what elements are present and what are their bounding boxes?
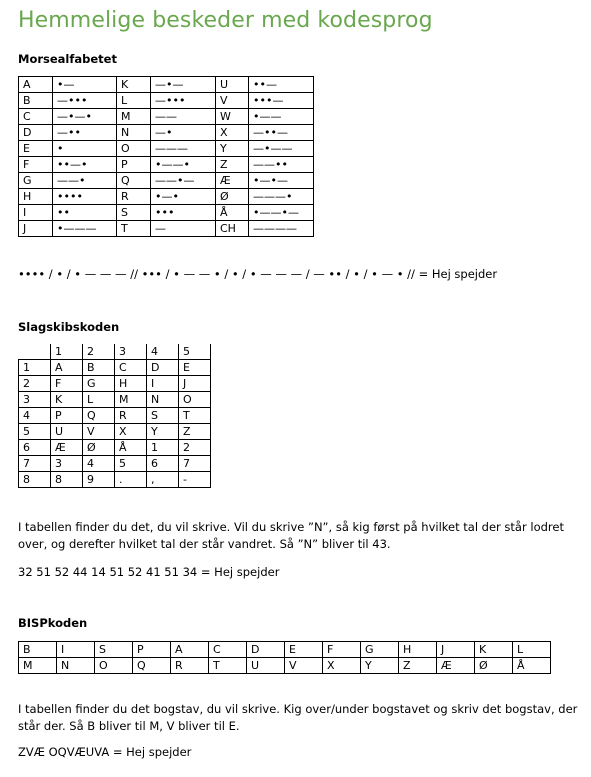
slagskib-cell: 4	[83, 456, 115, 472]
slagskib-row	[19, 376, 211, 392]
bisp-cell: Q	[133, 658, 171, 674]
slagskib-row	[19, 392, 211, 408]
slagskib-column-number: 2	[83, 344, 115, 360]
slagskib-cell: E	[179, 360, 211, 376]
morse-letter: Æ	[216, 173, 249, 189]
morse-letter: J	[19, 221, 53, 237]
slagskib-cell: 9	[83, 472, 115, 488]
morse-letter: A	[19, 77, 53, 93]
morse-code: •	[53, 141, 117, 157]
morse-letter: G	[19, 173, 53, 189]
slagskib-cell: J	[179, 376, 211, 392]
bisp-cell: S	[95, 642, 133, 658]
slagskib-row-number: 8	[19, 472, 51, 488]
morse-letter: E	[19, 141, 53, 157]
morse-letter: K	[117, 77, 151, 93]
bisp-cell: J	[437, 642, 475, 658]
slagskib-cell: Q	[83, 408, 115, 424]
morse-code: —•——	[249, 141, 314, 157]
morse-code: ————	[249, 221, 314, 237]
slagskib-column-number: 1	[51, 344, 83, 360]
slagskib-cell: ,	[147, 472, 179, 488]
slagskib-column-number: 4	[147, 344, 179, 360]
morse-letter: Å	[216, 205, 249, 221]
morse-code: ••	[53, 205, 117, 221]
slagskib-cell: C	[115, 360, 147, 376]
slagskib-row-number: 2	[19, 376, 51, 392]
slagskib-cell: A	[51, 360, 83, 376]
slagskib-cell: I	[147, 376, 179, 392]
morse-letter: X	[216, 125, 249, 141]
bisp-cell: Y	[361, 658, 399, 674]
bisp-cell: X	[323, 658, 361, 674]
morse-code: ——••	[249, 157, 314, 173]
slagskib-cell: Ø	[83, 440, 115, 456]
morse-letter: D	[19, 125, 53, 141]
slagskib-cell: Z	[179, 424, 211, 440]
bisp-cell: H	[399, 642, 437, 658]
slagskib-cell: G	[83, 376, 115, 392]
morse-letter: N	[117, 125, 151, 141]
bisp-cell: Å	[513, 658, 551, 674]
morse-letter: M	[117, 109, 151, 125]
morse-code: •——•	[151, 157, 216, 173]
slagskib-cell: R	[115, 408, 147, 424]
morse-code: •—	[53, 77, 117, 93]
slagskib-cell: Å	[115, 440, 147, 456]
slagskib-row	[19, 472, 211, 488]
slagskib-cell: 7	[179, 456, 211, 472]
morse-code: ••••	[53, 189, 117, 205]
slagskib-cell: L	[83, 392, 115, 408]
bisp-cell: A	[171, 642, 209, 658]
slagskib-row	[19, 360, 211, 376]
morse-letter: P	[117, 157, 151, 173]
morse-letter: U	[216, 77, 249, 93]
bisp-cell: Z	[399, 658, 437, 674]
morse-letter: V	[216, 93, 249, 109]
slagskib-cell: O	[179, 392, 211, 408]
slagskib-column-number: 5	[179, 344, 211, 360]
bisp-description: I tabellen finder du det bogstav, du vil skrive. Kig over/under bogstavet og skriv det bogstav, der står der. Så B bliver til M, V bliver til E.	[18, 702, 578, 733]
morse-letter: B	[19, 93, 53, 109]
morse-letter: R	[117, 189, 151, 205]
morse-row	[19, 189, 314, 205]
morse-code: •——•—	[249, 205, 314, 221]
morse-table	[18, 76, 314, 237]
morse-row	[19, 205, 314, 221]
slagskib-cell: -	[179, 472, 211, 488]
slagskib-cell: F	[51, 376, 83, 392]
slagskib-row	[19, 440, 211, 456]
slagskib-row-number: 5	[19, 424, 51, 440]
slagskib-cell: N	[147, 392, 179, 408]
morse-code: —••	[53, 125, 117, 141]
slagskib-cell: Æ	[51, 440, 83, 456]
slagskib-example: 32 51 52 44 14 51 52 41 51 34 = Hej spejder	[18, 565, 280, 579]
slagskib-cell: Y	[147, 424, 179, 440]
morse-letter: H	[19, 189, 53, 205]
slagskib-cell: P	[51, 408, 83, 424]
bisp-table	[18, 641, 551, 674]
slagskib-cell: B	[83, 360, 115, 376]
morse-code: —•—•	[53, 109, 117, 125]
morse-code: ••—	[249, 77, 314, 93]
bisp-cell: T	[209, 658, 247, 674]
morse-code: —•••	[151, 93, 216, 109]
slagskib-row-number: 1	[19, 360, 51, 376]
slagskib-row	[19, 456, 211, 472]
morse-example: •••• / • / • — — — // ••• / • — — • / • / • — — — / — •• / • / • — • // = Hej spejder	[18, 267, 498, 281]
morse-code: —••—	[249, 125, 314, 141]
morse-row	[19, 173, 314, 189]
slagskib-cell: X	[115, 424, 147, 440]
bisp-heading: BISPkoden	[18, 616, 88, 630]
slagskib-description: I tabellen finder du det, du vil skrive. Vil du skrive ”N”, så kig først på hvilket tal der står lodret over, og derefter hvilket tal der står vandret. Så ”N” bliver til 43.	[18, 520, 564, 551]
slagskib-cell: M	[115, 392, 147, 408]
bisp-cell: C	[209, 642, 247, 658]
morse-letter: F	[19, 157, 53, 173]
slagskib-row-number: 4	[19, 408, 51, 424]
slagskib-cell: 8	[51, 472, 83, 488]
morse-code: ———•	[249, 189, 314, 205]
bisp-cell: Æ	[437, 658, 475, 674]
morse-code: —•—	[151, 77, 216, 93]
slagskib-cell: 6	[147, 456, 179, 472]
morse-letter: O	[117, 141, 151, 157]
morse-letter: W	[216, 109, 249, 125]
morse-row	[19, 125, 314, 141]
slagskib-cell: S	[147, 408, 179, 424]
morse-row	[19, 221, 314, 237]
morse-code: •—•	[151, 189, 216, 205]
slagskib-cell: 2	[179, 440, 211, 456]
bisp-cell: G	[361, 642, 399, 658]
bisp-cell: O	[95, 658, 133, 674]
slagskib-row-number: 3	[19, 392, 51, 408]
bisp-cell: V	[285, 658, 323, 674]
slagskib-cell: T	[179, 408, 211, 424]
bisp-cell: M	[19, 658, 57, 674]
bisp-cell: Ø	[475, 658, 513, 674]
bisp-cell: U	[247, 658, 285, 674]
slagskib-heading: Slagskibskoden	[18, 320, 120, 334]
morse-letter: Z	[216, 157, 249, 173]
slagskib-row-number: 7	[19, 456, 51, 472]
morse-row	[19, 157, 314, 173]
slagskib-corner	[19, 344, 51, 360]
morse-code: •——	[249, 109, 314, 125]
bisp-cell: R	[171, 658, 209, 674]
morse-heading: Morsealfabetet	[18, 52, 117, 66]
morse-code: •••	[151, 205, 216, 221]
bisp-cell: L	[513, 642, 551, 658]
bisp-cell: N	[57, 658, 95, 674]
morse-row	[19, 93, 314, 109]
slagskib-cell: D	[147, 360, 179, 376]
bisp-cell: F	[323, 642, 361, 658]
morse-row	[19, 77, 314, 93]
morse-letter: C	[19, 109, 53, 125]
slagskib-column-number: 3	[115, 344, 147, 360]
morse-code: ———	[151, 141, 216, 157]
morse-code: •———	[53, 221, 117, 237]
slagskib-row	[19, 424, 211, 440]
morse-letter: CH	[216, 221, 249, 237]
morse-code: —	[151, 221, 216, 237]
slagskib-row	[19, 408, 211, 424]
morse-letter: T	[117, 221, 151, 237]
morse-letter: L	[117, 93, 151, 109]
morse-code: ——•	[53, 173, 117, 189]
morse-letter: I	[19, 205, 53, 221]
slagskib-row-number: 6	[19, 440, 51, 456]
slagskib-cell: .	[115, 472, 147, 488]
morse-code: —•••	[53, 93, 117, 109]
morse-row	[19, 109, 314, 125]
slagskib-cell: V	[83, 424, 115, 440]
morse-code: ——	[151, 109, 216, 125]
bisp-cell: K	[475, 642, 513, 658]
morse-code: •••—	[249, 93, 314, 109]
bisp-cell: I	[57, 642, 95, 658]
slagskib-cell: 5	[115, 456, 147, 472]
bisp-cell: D	[247, 642, 285, 658]
morse-letter: S	[117, 205, 151, 221]
morse-code: —•	[151, 125, 216, 141]
morse-code: •—•—	[249, 173, 314, 189]
slagskib-cell: 1	[147, 440, 179, 456]
page-title: Hemmelige beskeder med kodesprog	[18, 8, 433, 33]
bisp-row-top	[19, 642, 551, 658]
bisp-row-bottom	[19, 658, 551, 674]
morse-row	[19, 141, 314, 157]
morse-code: ••—•	[53, 157, 117, 173]
morse-code: ——•—	[151, 173, 216, 189]
slagskib-cell: K	[51, 392, 83, 408]
bisp-cell: P	[133, 642, 171, 658]
bisp-example: ZVÆ OQVÆUVA = Hej spejder	[18, 745, 192, 759]
morse-letter: Q	[117, 173, 151, 189]
slagskib-header-row	[19, 344, 211, 360]
slagskib-table	[18, 344, 211, 488]
slagskib-cell: 3	[51, 456, 83, 472]
morse-letter: Ø	[216, 189, 249, 205]
slagskib-cell: U	[51, 424, 83, 440]
bisp-cell: E	[285, 642, 323, 658]
slagskib-cell: H	[115, 376, 147, 392]
morse-letter: Y	[216, 141, 249, 157]
bisp-cell: B	[19, 642, 57, 658]
